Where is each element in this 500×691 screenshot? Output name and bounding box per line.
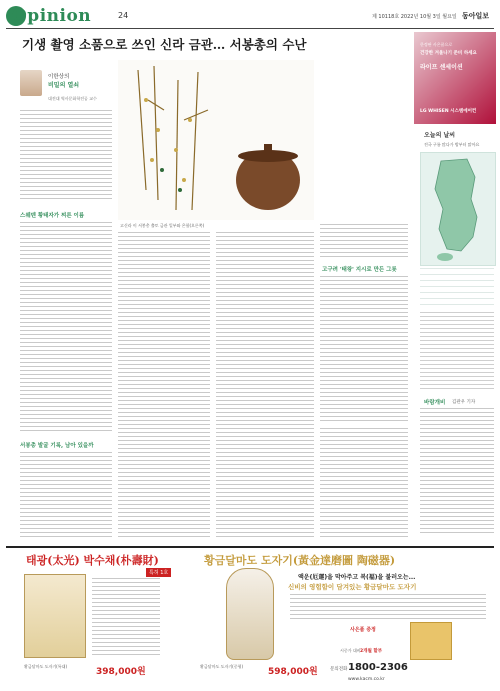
ad-description — [92, 578, 160, 658]
ad-website: www.kacm.co.kr — [348, 677, 385, 682]
ad-gift-label: 사은품 증정 — [350, 627, 376, 633]
lg-ad-line2: 건강한 겨울나기 준비 하세요 — [420, 51, 477, 56]
column-text — [420, 408, 494, 536]
article-text-col3 — [216, 232, 314, 540]
column-title: 바람개비 — [424, 400, 446, 406]
article-text-col2 — [118, 232, 210, 540]
weather-table — [420, 268, 494, 308]
page-number: 24 — [118, 11, 129, 20]
ad-phone-label: 문의전화 — [330, 667, 348, 672]
ad-painting — [24, 574, 86, 658]
lg-ad-line1: 한정판 사은품으로 — [420, 42, 453, 47]
ad-price-left-label: 황금달마도 도자기(특대) — [24, 664, 68, 669]
ad-phone: 1800-2306 — [348, 662, 408, 673]
ad-price-right: 598,000원 — [268, 667, 318, 677]
photo-caption: 고신라 이 서봉총 출토 금관 일부와 은합(오른쪽) — [120, 223, 205, 228]
ad-right-text — [290, 594, 486, 620]
author-affil: 대전대 역사문화학전공 교수 — [48, 96, 97, 101]
ad-title-left: 태광(太光) 박수채(朴壽財) — [26, 554, 159, 567]
article-text-col4-bottom — [320, 428, 408, 540]
header-rule — [6, 28, 494, 29]
article-text-col1-top — [20, 110, 112, 202]
subhead-2: 서봉총 발굴 기록, 남아 있을까 — [20, 443, 94, 449]
weather-extra — [420, 312, 494, 392]
ad-vase — [226, 568, 274, 660]
weather-map — [420, 152, 496, 266]
subhead-1: 스웨덴 황태자가 찌른 이름 — [20, 213, 85, 219]
column-byline: 김관우 기자 — [452, 400, 476, 405]
paper-name: 동아일보 — [462, 11, 490, 20]
ad-title-right: 황금달마도 도자기(黃金達磨圖 陶磁器) — [204, 554, 396, 567]
weather-title: 오늘의 날씨 — [424, 132, 456, 139]
ad-price-left: 398,000원 — [96, 667, 146, 677]
issue-info: 제 10118호 2022년 10월 3일 월요일 — [372, 14, 457, 20]
author-title: 비밀의 열쇠 — [48, 82, 80, 89]
lg-ad-brand: LG WHISEN 시스템에어컨 — [420, 109, 477, 114]
lg-ad-product: 라이프 센세이션 — [420, 64, 463, 71]
article-text-col1-bottom — [20, 452, 112, 540]
author-photo — [20, 70, 42, 96]
ad-subtitle-top: 액운(厄運)을 막아주고 복(福)을 불러오는... — [298, 574, 416, 581]
subhead-3: 고구려 '태왕' 지시로 만든 그릇 — [322, 267, 397, 273]
ad-price-right-label: 황금달마도 도자기(중형) — [200, 664, 244, 669]
author-name: 이한상의 — [48, 74, 70, 80]
article-text-col4-top — [320, 224, 408, 258]
ad-sale-value: 2개월 할부 — [360, 649, 383, 654]
ad-sale-label: 시중가 대비 — [340, 648, 361, 653]
headline: 기생 촬영 소품으로 쓰인 신라 금관… 서봉총의 수난 — [22, 37, 307, 52]
weather-subtitle: 전국 구름 많다가 밤부터 맑아요 — [424, 142, 480, 147]
article-text-col1 — [20, 222, 112, 432]
section-title: Opinion — [12, 6, 92, 26]
ad-badge: 특허 1호 — [146, 568, 171, 577]
article-text-col4 — [320, 276, 408, 422]
ad-subtitle-bottom: 신비의 영험함이 담겨있는 황금달마도 도자기 — [288, 583, 417, 591]
ad-gift-image — [410, 622, 452, 660]
crown-photo — [118, 60, 314, 220]
